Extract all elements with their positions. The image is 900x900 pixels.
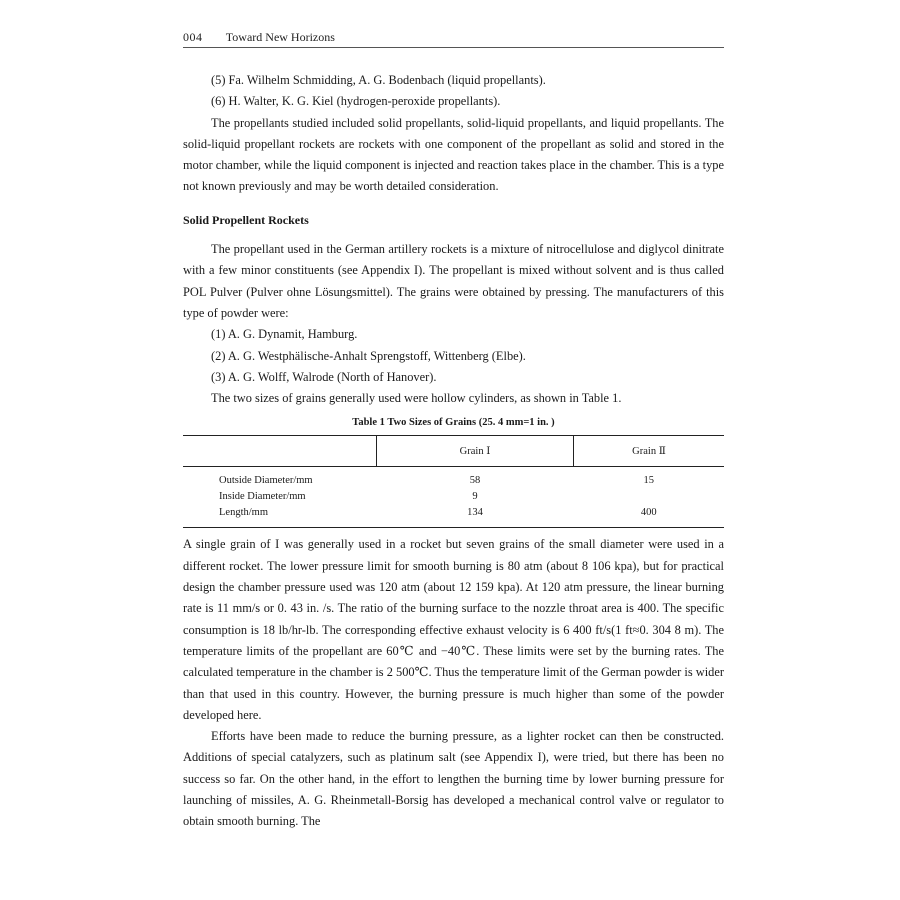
intro-paragraph: The propellants studied included solid propellants, solid-liquid propellants, and liquid propellants. The solid-liquid propellant rockets are rockets with one component of the propellant as solid and stored in the motor chamber, while the liquid component is injected and reaction takes place in the chamber. This is a type not known previously and may be worth detailed consideration. (183, 115, 724, 194)
page-number: 004 (183, 30, 203, 44)
list-item: (6) H. Walter, K. G. Kiel (hydrogen-peroxide propellants). (211, 94, 501, 109)
table-cell: 58 (469, 475, 481, 487)
table-cell: Length/mm (183, 505, 377, 528)
list-item: (1) A. G. Dynamit, Hamburg. (211, 327, 358, 342)
grain-sizes-table (183, 435, 724, 528)
grain-sizes-paragraph: The two sizes of grains generally used were hollow cylinders, as shown in Table 1. (211, 391, 622, 406)
table-caption: Table 1 Two Sizes of Grains (25. 4 mm=1 in. ) (352, 417, 555, 429)
efforts-paragraph: Efforts have been made to reduce the burning pressure, as a lighter rocket can then be constructed. Additions of special catalyzers, such as platinum salt (see Appendix I), were tried, but there has been no success so far. On the other hand, in the effort to lengthen the burning time by lower burning pressure for launching of missiles, A. G. Rheinmetall-Borsig has developed a mechanical control valve or regulator to obtain smooth burning. The (183, 729, 724, 829)
table-cell (574, 489, 725, 505)
running-title: Toward New Horizons (225, 30, 335, 44)
table-cell: 15 (643, 475, 654, 487)
table-cell: 134 (377, 505, 574, 528)
table-header-cell: Grain Ⅱ (574, 436, 725, 467)
table-cell: Inside Diameter/mm (219, 491, 306, 503)
solid-propellant-paragraph: The propellant used in the German artillery rockets is a mixture of nitrocellulose and diglycol dinitrate with a few minor constituents (see Appendix I). The propellant is mixed without solvent and is thus called POL Pulver (Pulver ohne Lösungsmittel). The grains were obtained by pressing. The manufacturers of this type of powder were: (183, 242, 724, 320)
page-body (183, 70, 724, 833)
list-item: (3) A. G. Wolff, Walrode (North of Hanover). (211, 369, 437, 384)
table-cell: 400 (574, 505, 725, 528)
table-cell: Outside Diameter/mm (219, 475, 313, 487)
table-header-cell (183, 436, 377, 467)
list-item: (5) Fa. Wilhelm Schmidding, A. G. Bodenbach (liquid propellants). (211, 73, 546, 87)
table-row (183, 489, 724, 505)
list-item: (2) A. G. Westphälische-Anhalt Sprengstoff, Wittenberg (Elbe). (211, 348, 526, 363)
table-header-cell: Grain Ⅰ (377, 436, 574, 467)
running-header (183, 28, 724, 48)
table-row (183, 467, 724, 490)
single-grain-paragraph: A single grain of I was generally used in a rocket but seven grains of the small diameter were used in a different rocket. The lower pressure limit for smooth burning is 80 atm (about 8 106 kpa), but for practical design the chamber pressure used was 120 atm (about 12 159 kpa). At 120 atm pressure, the linear burning rate is 11 mm/s or 0. 43 in. /s. The ratio of the burning surface to the nozzle throat area is 400. The specific consumption is 18 lb/hr-lb. The corresponding effective exhaust velocity is 6 400 ft/s(1 ft≈0. 304 8 m). The temperature limits of the propellant are 60℃ and −40℃. These limits were set by the burning rates. The calculated temperature in the chamber is 2 500℃. Thus the temperature limit of the German powder is wider than that used in this country. However, the burning pressure is much higher than some of the powder developed here. (183, 537, 724, 722)
table-header-row (183, 436, 724, 467)
table-row (183, 505, 724, 528)
table-cell: 9 (472, 491, 478, 503)
section-heading: Solid Propellent Rockets (183, 212, 309, 227)
